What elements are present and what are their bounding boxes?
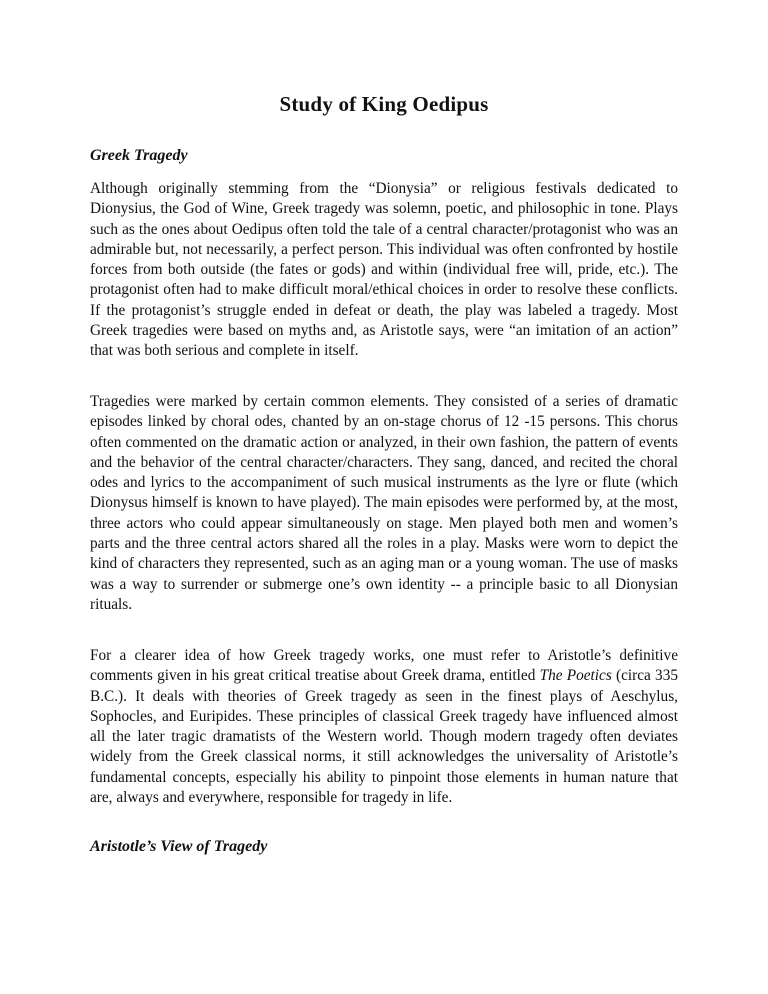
section-heading-greek-tragedy: Greek Tragedy [90, 147, 188, 164]
paragraph-poetics [90, 646, 678, 808]
document-title: Study of King Oedipus [279, 92, 489, 116]
paragraph-poetics-text-start: For a clearer idea of how Greek tragedy works, one must refer to Aristotle’s definitive comments given in his great critical treatise about Greek drama, entitled [90, 647, 678, 685]
section-heading-aristotle-view: Aristotle’s View of Tragedy [90, 838, 268, 855]
poetics-title-italic: The Poetics [539, 667, 612, 685]
paragraph-common-elements: Tragedies were marked by certain common elements. They consisted of a series of dramatic episodes linked by choral odes, chanted by an on-stage chorus of 12 -15 persons. This chorus often commented on the dramatic action or analyzed, in their own fashion, the pattern of events and the behavior of the central character/characters. They sang, danced, and recited the choral odes and lyrics to the accompaniment of such musical instruments as the lyre or flute (which Dionysus himself is known to have played). The main episodes were performed by, at the most, three actors who could appear simultaneously on stage. Men played both men and women’s parts and the three central actors shared all the roles in a play. Masks were worn to depict the kind of characters they represented, such as an aging man or a young woman. The use of masks was a way to surrender or submerge one’s own identity -- a principle basic to all Dionysian rituals. [90, 393, 678, 613]
paragraph-origins: Although originally stemming from the “Dionysia” or religious festivals dedicated to Dionysius, the God of Wine, Greek tragedy was solemn, poetic, and philosophic in tone. Plays such as the ones about Oedipus often told the tale of a central character/protagonist who was an admirable but, not necessarily, a perfect person. This individual was often confronted by hostile forces from both outside (the fates or gods) and within (individual free will, pride, etc.). The protagonist often had to make difficult moral/ethical choices in order to resolve these conflicts. If the protagonist’s struggle ended in defeat or death, the play was labeled a tragedy. Most Greek tragedies were based on myths and, as Aristotle says, were “an imitation of an action” that was both serious and complete in itself. [90, 180, 678, 360]
paragraph-poetics-text-end: (circa 335 B.C.). It deals with theories of Greek tragedy as seen in the finest plays of Aeschylus, Sophocles, and Euripides. These principles of classical Greek tragedy have influenced almost all the later tragic dramatists of the Western world. Though modern tragedy often deviates widely from the Greek classical norms, it still acknowledges the universality of Aristotle’s fundamental concepts, especially his ability to pinpoint those elements in human nature that are, always and everywhere, responsible for tragedy in life. [90, 667, 679, 807]
